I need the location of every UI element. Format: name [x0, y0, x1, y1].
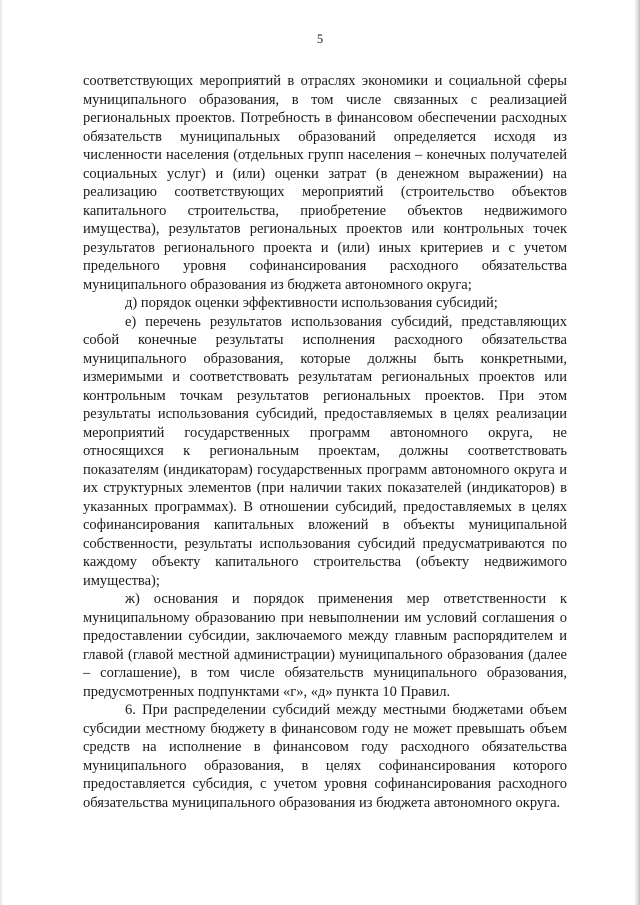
paragraph-item-zh: ж) основания и порядок применения мер ответственности к муниципальному образованию при невыполнении им условий соглашения о предоставлении субсидии, заключаемого между главным распорядителем и главой (главой местной администрации) муниципального образования (далее – соглашение), в том числе обязательств муниципального образования, предусмотренных подпунктами «г», «д» пункта 10 Правил.	[83, 591, 567, 700]
paragraph-item-e: е) перечень результатов использования субсидий, представляющих собой конечные результаты исполнения расходного обязательства муниципального образования, которые должны быть конкретными, измеримыми и соответствовать результатам региональных проектов или контрольным точкам результатов региональных проектов. При этом результаты использования субсидий, предоставляемых в целях реализации мероприятий государственных программ автономного округа, не относящихся к региональным проектам, должны соответствовать показателям (индикаторам) государственных программ автономного округа и их структурных элементов (при наличии таких показателей (индикаторов) в указанных программах). В отношении субсидий, предоставляемых в целях софинансирования капитальных вложений в объекты муниципальной собственности, результаты использования субсидий предусматриваются по каждому объекту капитального строительства (объекту недвижимого имущества);	[83, 313, 567, 589]
scan-edge-right	[634, 0, 640, 905]
paragraph-item-d: д) порядок оценки эффективности использования субсидий;	[125, 295, 498, 311]
scan-edge-left	[0, 0, 3, 905]
paragraph-point-6: 6. При распределении субсидий между местными бюджетами объем субсидии местному бюджету в финансовом году не может превышать объем средств на исполнение в финансовом году расходного обязательства муниципального образования, в целях софинансирования которого предоставляется субсидия, с учетом уровня софинансирования расходного обязательства муниципального образования из бюджета автономного округа.	[83, 702, 567, 811]
paragraph-continuation: соответствующих мероприятий в отраслях экономики и социальной сферы муниципального образования, в том числе связанных с реализацией региональных проектов. Потребность в финансовом обеспечении расходных обязательств муниципальных образований определяется исходя из численности населения (отдельных групп населения – конечных получателей социальных услуг) и (или) оценки затрат (в денежном выражении) на реализацию соответствующих мероприятий (строительство объектов капитального строительства, приобретение объектов недвижимого имущества), результатов региональных проектов или контрольных точек результатов регионального проекта и (или) иных критериев и с учетом предельного уровня софинансирования расходного обязательства муниципального образования из бюджета автономного округа;	[83, 73, 567, 293]
page-number: 5	[316, 32, 324, 46]
document-body	[83, 72, 567, 812]
